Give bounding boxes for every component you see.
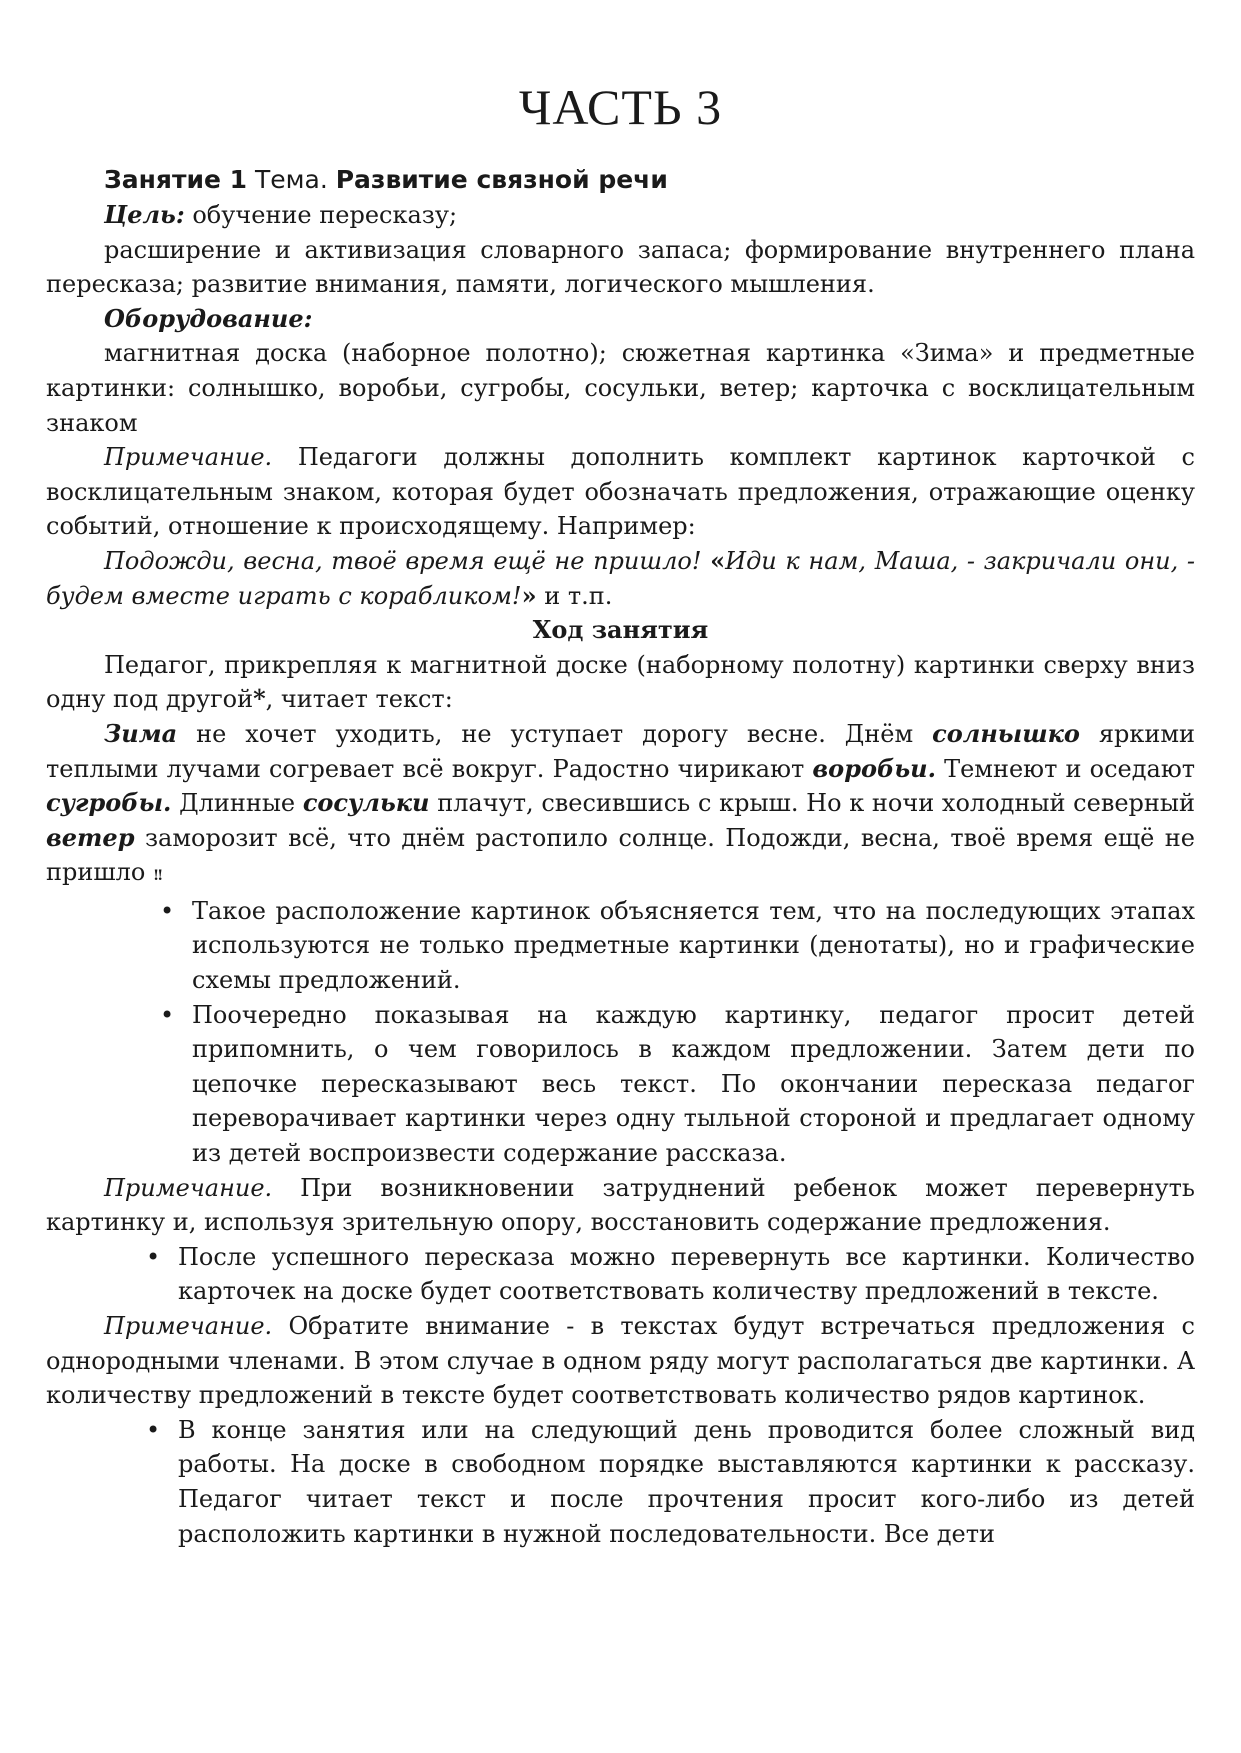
story-word-vorobi: воробьи. (812, 753, 936, 783)
list-item-text: После успешного пересказа можно перевернуть все картинки. Количество карточек на доске будет соответствовать количеству предложений в тексте. (178, 1242, 1195, 1306)
note-1-label: Примечание. (104, 443, 273, 472)
list-item-text: В конце занятия или на следующий день проводится более сложный вид работы. На доске в свободном порядке выставляются картинки к рассказу. Педагог читает текст и после прочтения просит кого-либо из детей расположить картинки в нужной последовательности. Все дети (178, 1415, 1195, 1548)
story-text-1: не хочет уходить, не уступает дорогу весне. Днём (177, 719, 933, 748)
bullet-icon: • (160, 1000, 175, 1029)
example-italic-1: Подожди, весна, твоё время ещё не пришло! (104, 546, 711, 575)
lesson-label: Занятие 1 (104, 165, 248, 194)
equipment-label (46, 302, 1195, 337)
note-1-paragraph (46, 440, 1195, 544)
note-3-text: Обратите внимание - в текстах будут встречаться предложения с однородными членами. В этом случае в одном ряду могут располагаться две картинки. А количеству предложений в тексте будет соответствовать количество рядов картинок. (46, 1312, 1195, 1410)
story-text-3: Темнеют и оседают (935, 754, 1195, 783)
lesson-topic: Развитие связной речи (335, 165, 668, 194)
story-word-zima: Зима (104, 718, 178, 748)
list-item (160, 998, 1195, 1171)
list-item (146, 1413, 1195, 1551)
bullet-icon: • (146, 1242, 161, 1271)
example-quote-open: « (710, 545, 726, 575)
topic-label: Тема. (254, 165, 328, 194)
lesson-heading (104, 162, 1195, 198)
note-2-paragraph (46, 1171, 1195, 1240)
exclamation-mark: !! (153, 868, 162, 885)
footnote-star: * (253, 684, 266, 714)
goal-more-paragraph: расширение и активизация словарного запаса; формирование внутреннего плана пересказа; развитие внимания, памяти, логического мышления. (46, 235, 1195, 299)
note-1-text: Педагоги должны дополнить комплект картинок карточкой с восклицательным знаком, которая будет обозначать предложения, отражающие оценку событий, отношение к происходящему. Например: (46, 443, 1195, 541)
example-paragraph (46, 544, 1195, 613)
story-text-2: яркими теплыми лучами согревает всё вокруг. Радостно чирикают (46, 719, 1195, 783)
goal-text: обучение пересказу; (184, 201, 458, 229)
equipment-paragraph: магнитная доска (наборное полотно); сюжетная картинка «Зима» и предметные картинки: солнышко, воробьи, сугробы, сосульки, ветер; карточка с восклицательным знаком (46, 339, 1195, 437)
story-word-solnyshko: солнышко (932, 718, 1080, 748)
course-intro-paragraph (46, 648, 1195, 717)
story-word-veter: ветер (46, 822, 135, 852)
story-text-5: плачут, свесившись с крыш. Но к ночи холодный северный (429, 789, 1195, 818)
page-title: ЧАСТЬ 3 (518, 79, 723, 135)
goal-paragraph (46, 198, 1195, 233)
story-text-6: заморозит всё, что днём растопило солнце. Подожди, весна, твоё время ещё не пришло (46, 823, 1195, 887)
goal-label: Цель: (104, 200, 185, 229)
bullet-icon: • (160, 896, 175, 925)
list-item-text: Такое расположение картинок объясняется тем, что на последующих этапах используются не только предметные картинки (денотаты), но и графические схемы предложений. (192, 896, 1195, 995)
list-item-text: Поочередно показывая на каждую картинку, педагог просит детей припомнить, о чем говорилось в каждом предложении. Затем дети по цепочке пересказывают весь текст. По окончании пересказа педагог переворачивает картинки через одну тыльной стороной и предлагает одному из детей воспроизвести содержание рассказа. (192, 1000, 1195, 1168)
story-word-sugroby: сугробы. (46, 788, 172, 818)
example-quote-close: » (521, 580, 537, 610)
list-item (146, 1240, 1195, 1309)
equipment-label-text: Оборудование: (104, 303, 313, 333)
story-paragraph (46, 717, 1195, 894)
bullet-icon: • (146, 1415, 161, 1444)
course-heading: Ход занятия (532, 615, 709, 645)
course-intro-tail: , читает текст: (265, 685, 453, 714)
note-2-label: Примечание. (104, 1173, 273, 1202)
bullet-list-3 (46, 1413, 1195, 1551)
example-italic-2: Иди к нам, Маша, - закричали они, - будем вместе играть с корабликом! (46, 546, 1195, 610)
bullet-list-1 (46, 894, 1195, 1171)
story-text-4: Длинные (171, 789, 303, 818)
note-3-label: Примечание. (104, 1312, 273, 1340)
list-item (160, 894, 1195, 998)
note-3-paragraph (46, 1309, 1195, 1413)
example-tail: и т.п. (536, 581, 613, 610)
story-word-sosulki: сосульки (302, 788, 430, 818)
bullet-list-2 (46, 1240, 1195, 1309)
note-2-text: При возникновении затруднений ребенок может перевернуть картинку и, используя зрительную опору, восстановить содержание предложения. (46, 1173, 1195, 1237)
course-intro-text: Педагог, прикрепляя к магнитной доске (наборному полотну) картинки сверху вниз одну под другой (46, 650, 1195, 714)
